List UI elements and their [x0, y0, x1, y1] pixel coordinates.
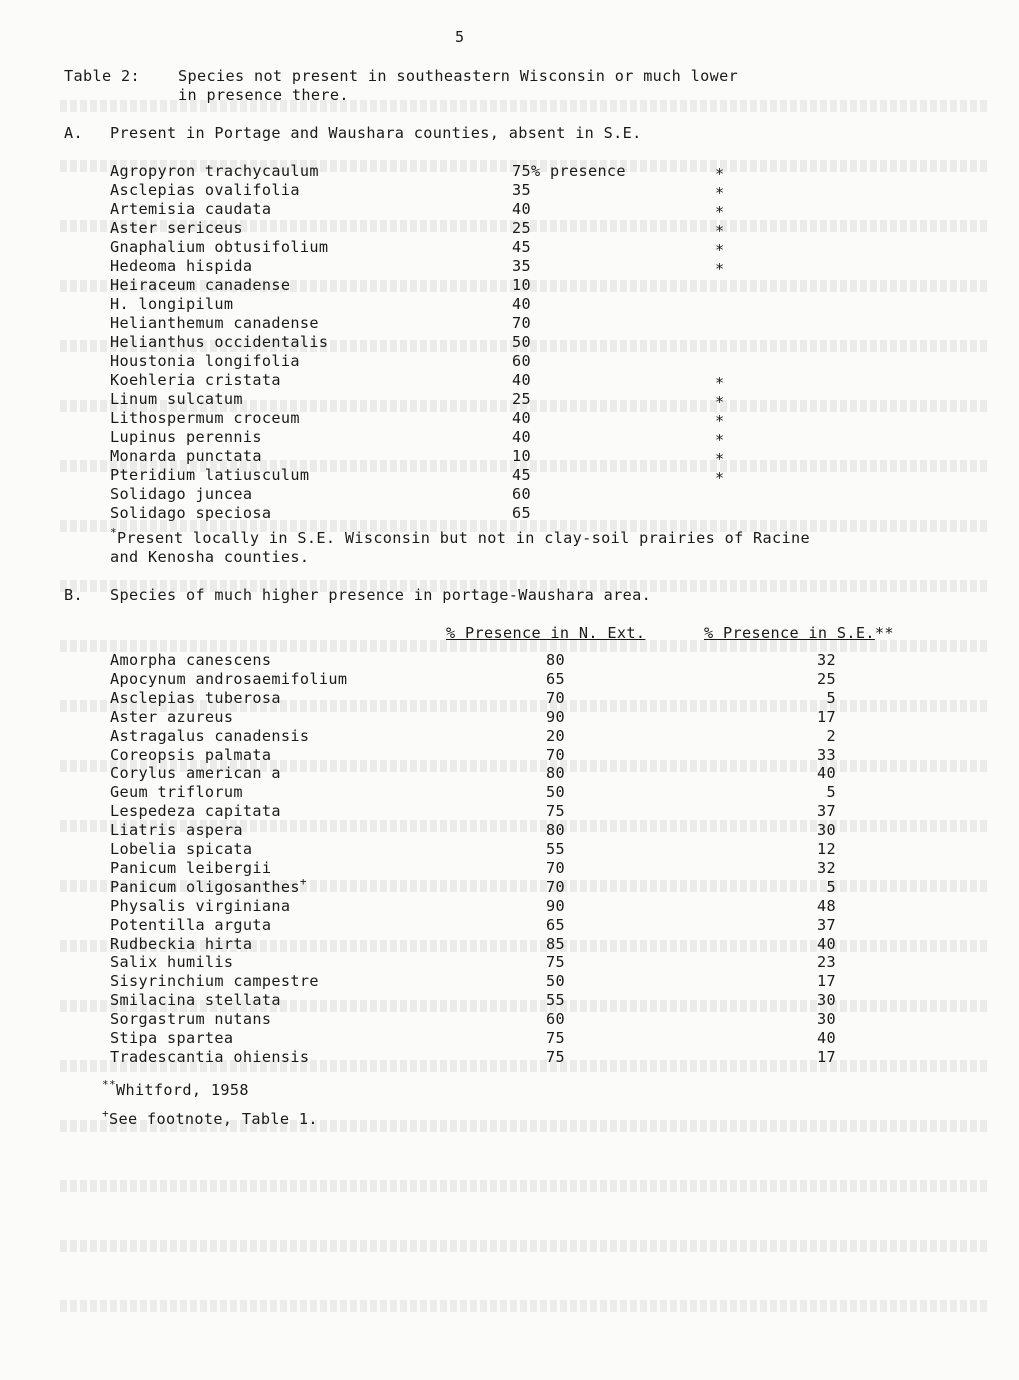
species-name-text: Apocynum androsaemifolium	[110, 670, 348, 688]
presence-n-ext: 70	[546, 878, 565, 896]
section-b-heading: Species of much higher presence in portage-Waushara area.	[110, 586, 652, 604]
presence-se: 17	[817, 972, 836, 990]
species-name-text: Smilacina stellata	[110, 991, 281, 1009]
section-b-letter: B.	[64, 586, 83, 604]
presence-n-ext: 60	[546, 1010, 565, 1028]
local-presence-mark: *	[715, 431, 725, 449]
section-a-heading: Present in Portage and Waushara counties, absent in S.E.	[110, 124, 642, 142]
presence-value: 40	[512, 200, 531, 218]
presence-value: 45	[512, 238, 531, 256]
species-name	[110, 991, 281, 1011]
species-name: Monarda punctata	[110, 447, 262, 465]
presence-n-ext: 80	[546, 821, 565, 839]
species-name: Linum sulcatum	[110, 390, 243, 408]
presence-se: 32	[817, 859, 836, 877]
section-a-footnote	[110, 526, 811, 549]
local-presence-mark: *	[715, 241, 725, 259]
presence-n-ext: 90	[546, 897, 565, 915]
species-name: Houstonia longifolia	[110, 352, 300, 370]
species-name: Solidago speciosa	[110, 504, 272, 522]
species-name	[110, 1029, 233, 1049]
local-presence-mark: *	[715, 374, 725, 392]
species-name-text: Panicum oligosanthes	[110, 878, 300, 896]
species-name	[110, 651, 271, 671]
species-name: Artemisia caudata	[110, 200, 272, 218]
presence-value: 60	[512, 485, 531, 503]
footnote-text-line-1: Present locally in S.E. Wisconsin but not in clay-soil prairies of Racine	[116, 529, 811, 547]
species-name-text: Stipa spartea	[110, 1029, 234, 1047]
species-name-text: Lobelia spicata	[110, 840, 253, 858]
presence-n-ext: 65	[546, 670, 565, 688]
presence-se: 40	[817, 764, 836, 782]
column-header-se-mark: **	[874, 624, 894, 642]
presence-n-ext: 75	[546, 1048, 565, 1066]
column-header-se-text: % Presence in S.E.	[704, 624, 875, 642]
presence-value: 75% presence	[512, 162, 626, 180]
species-name: Aster sericeus	[110, 219, 243, 237]
species-name-text: Geum triflorum	[110, 783, 243, 801]
presence-value: 45	[512, 466, 531, 484]
presence-value: 40	[512, 428, 531, 446]
local-presence-mark: *	[715, 203, 725, 221]
presence-se: 37	[817, 802, 836, 820]
presence-n-ext: 50	[546, 972, 565, 990]
species-name-text: Sisyrinchium campestre	[110, 972, 319, 990]
species-footnote-mark: +	[299, 875, 307, 888]
presence-value: 40	[512, 295, 531, 313]
species-name-text: Amorpha canescens	[110, 651, 272, 669]
species-name	[110, 1010, 271, 1030]
species-name	[110, 783, 243, 803]
presence-se: 23	[817, 953, 836, 971]
species-name-text: Rudbeckia hirta	[110, 935, 253, 953]
presence-value: 60	[512, 352, 531, 370]
presence-n-ext: 50	[546, 783, 565, 801]
species-name	[110, 1048, 309, 1068]
footnote-whitford-text: Whitford, 1958	[115, 1081, 249, 1099]
presence-se: 25	[817, 670, 836, 688]
presence-value: 10	[512, 276, 531, 294]
section-a-footnote-line-2: and Kenosha counties.	[110, 548, 310, 566]
species-name	[110, 670, 347, 690]
footnote-whitford	[102, 1078, 249, 1101]
species-name-text: Astragalus canadensis	[110, 727, 310, 745]
species-name-text: Aster azureus	[110, 708, 234, 726]
local-presence-mark: *	[715, 393, 725, 411]
species-name	[110, 746, 271, 766]
presence-value: 65	[512, 504, 531, 522]
footnote-plus-text: See footnote, Table 1.	[108, 1110, 318, 1128]
presence-se: 2	[826, 727, 836, 745]
presence-n-ext: 90	[546, 708, 565, 726]
presence-value: 40	[512, 371, 531, 389]
species-name-text: Potentilla arguta	[110, 916, 272, 934]
species-name-text: Lespedeza capitata	[110, 802, 281, 820]
species-name	[110, 972, 319, 992]
species-name: Koehleria cristata	[110, 371, 281, 389]
local-presence-mark: *	[715, 450, 725, 468]
local-presence-mark: *	[715, 165, 725, 183]
species-name-text: Sorgastrum nutans	[110, 1010, 272, 1028]
species-name: Agropyron trachycaulum	[110, 162, 319, 180]
species-name: Solidago juncea	[110, 485, 253, 503]
presence-se: 5	[826, 783, 836, 801]
species-name: Helianthus occidentalis	[110, 333, 329, 351]
presence-n-ext: 85	[546, 935, 565, 953]
species-name	[110, 916, 271, 936]
species-name-text: Physalis virginiana	[110, 897, 291, 915]
presence-se: 33	[817, 746, 836, 764]
species-name	[110, 708, 233, 728]
footnote-plus-mark: +	[102, 1107, 109, 1120]
presence-se: 12	[817, 840, 836, 858]
species-name	[110, 764, 281, 784]
table-caption-line-2: in presence there.	[178, 86, 349, 104]
presence-n-ext: 20	[546, 727, 565, 745]
presence-n-ext: 70	[546, 746, 565, 764]
presence-n-ext: 80	[546, 651, 565, 669]
section-a-letter: A.	[64, 124, 83, 142]
species-name: Gnaphalium obtusifolium	[110, 238, 329, 256]
presence-value: 70	[512, 314, 531, 332]
presence-value: 35	[512, 257, 531, 275]
species-name-text: Asclepias tuberosa	[110, 689, 281, 707]
footnote-double-star: **	[102, 1078, 116, 1091]
presence-value: 25	[512, 390, 531, 408]
local-presence-mark: *	[715, 222, 725, 240]
presence-n-ext: 70	[546, 859, 565, 877]
column-header-se	[704, 624, 894, 643]
presence-se: 5	[826, 689, 836, 707]
species-name: Pteridium latiusculum	[110, 466, 310, 484]
species-name-text: Salix humilis	[110, 953, 234, 971]
presence-se: 17	[817, 1048, 836, 1066]
species-name: Hedeoma hispida	[110, 257, 253, 275]
page-number: 5	[455, 28, 465, 46]
local-presence-mark: *	[715, 469, 725, 487]
species-name	[110, 821, 243, 841]
presence-n-ext: 55	[546, 991, 565, 1009]
table-caption-line-1: Species not present in southeastern Wisconsin or much lower	[178, 67, 739, 85]
species-name	[110, 897, 290, 917]
presence-n-ext: 65	[546, 916, 565, 934]
species-name: Asclepias ovalifolia	[110, 181, 300, 199]
species-name	[110, 953, 233, 973]
local-presence-mark: *	[715, 260, 725, 278]
presence-se: 40	[817, 1029, 836, 1047]
presence-se: 30	[817, 1010, 836, 1028]
local-presence-mark: *	[715, 184, 725, 202]
species-name: Heiraceum canadense	[110, 276, 291, 294]
species-name	[110, 935, 252, 955]
table-label: Table 2:	[64, 67, 140, 85]
species-name-text: Tradescantia ohiensis	[110, 1048, 310, 1066]
presence-value: 25	[512, 219, 531, 237]
presence-n-ext: 75	[546, 802, 565, 820]
footnote-star: *	[110, 526, 117, 539]
species-name-text: Corylus american a	[110, 764, 281, 782]
presence-value: 35	[512, 181, 531, 199]
species-name-text: Liatris aspera	[110, 821, 243, 839]
footnote-plus	[102, 1107, 318, 1130]
presence-se: 40	[817, 935, 836, 953]
presence-value: 10	[512, 447, 531, 465]
species-name-text: Coreopsis palmata	[110, 746, 272, 764]
presence-value: 50	[512, 333, 531, 351]
presence-n-ext: 55	[546, 840, 565, 858]
presence-se: 5	[826, 878, 836, 896]
species-name	[110, 859, 271, 879]
presence-n-ext: 75	[546, 1029, 565, 1047]
species-name	[110, 840, 252, 860]
presence-n-ext: 80	[546, 764, 565, 782]
species-name-text: Panicum leibergii	[110, 859, 272, 877]
species-name	[110, 802, 281, 822]
species-name	[110, 875, 307, 898]
presence-n-ext: 75	[546, 953, 565, 971]
species-name	[110, 727, 309, 747]
presence-value: 40	[512, 409, 531, 427]
presence-n-ext: 70	[546, 689, 565, 707]
species-name: Helianthemum canadense	[110, 314, 319, 332]
species-name: Lupinus perennis	[110, 428, 262, 446]
presence-se: 48	[817, 897, 836, 915]
presence-se: 30	[817, 991, 836, 1009]
presence-se: 37	[817, 916, 836, 934]
column-header-n-ext: % Presence in N. Ext.	[446, 624, 646, 642]
local-presence-mark: *	[715, 412, 725, 430]
species-name: H. longipilum	[110, 295, 234, 313]
species-name	[110, 689, 281, 709]
presence-se: 17	[817, 708, 836, 726]
presence-se: 32	[817, 651, 836, 669]
presence-se: 30	[817, 821, 836, 839]
species-name: Lithospermum croceum	[110, 409, 300, 427]
